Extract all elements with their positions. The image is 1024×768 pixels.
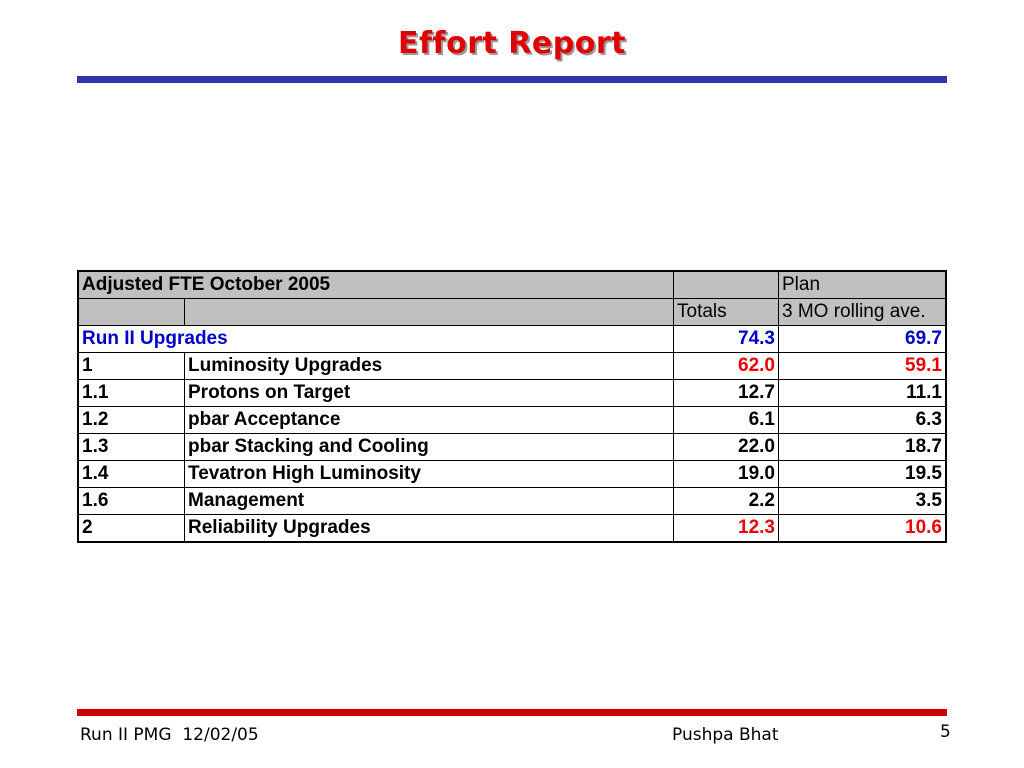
empty-header-cell	[78, 299, 185, 326]
table-row	[78, 353, 946, 380]
table-row	[78, 380, 946, 407]
row-id: 1.4	[78, 461, 185, 488]
plan-header-cell: Plan	[779, 271, 947, 299]
page-number: 5	[940, 722, 951, 742]
row-rolling: 19.5	[779, 461, 947, 488]
header-row-1	[78, 271, 946, 299]
table-row	[78, 407, 946, 434]
rolling-header-cell: 3 MO rolling ave.	[779, 299, 947, 326]
table-row	[78, 434, 946, 461]
row-totals: 12.3	[674, 515, 779, 543]
row-name: Protons on Target	[185, 380, 674, 407]
row-rolling: 3.5	[779, 488, 947, 515]
slide-title: Effort Report	[398, 26, 626, 61]
row-id: 1.1	[78, 380, 185, 407]
table-row	[78, 461, 946, 488]
totals-header-cell: Totals	[674, 299, 779, 326]
row-totals: 2.2	[674, 488, 779, 515]
table-title-cell: Adjusted FTE October 2005	[78, 271, 674, 299]
footer-author: Pushpa Bhat	[672, 725, 779, 745]
row-rolling: 18.7	[779, 434, 947, 461]
empty-header-cell	[674, 271, 779, 299]
row-name: Tevatron High Luminosity	[185, 461, 674, 488]
row-totals: 62.0	[674, 353, 779, 380]
footer-divider	[77, 709, 947, 716]
row-id: 1	[78, 353, 185, 380]
row-id: 1.6	[78, 488, 185, 515]
table-row	[78, 515, 946, 543]
row-totals: 12.7	[674, 380, 779, 407]
row-id: 1.2	[78, 407, 185, 434]
summary-row	[78, 326, 946, 353]
row-rolling: 11.1	[779, 380, 947, 407]
table-row	[78, 488, 946, 515]
header-row-2	[78, 299, 946, 326]
row-totals: 22.0	[674, 434, 779, 461]
row-name: Reliability Upgrades	[185, 515, 674, 543]
row-rolling: 59.1	[779, 353, 947, 380]
row-rolling: 6.3	[779, 407, 947, 434]
row-rolling: 10.6	[779, 515, 947, 543]
row-totals: 19.0	[674, 461, 779, 488]
row-name: pbar Stacking and Cooling	[185, 434, 674, 461]
effort-table	[77, 270, 947, 543]
empty-header-cell	[185, 299, 674, 326]
footer-meeting-date: Run II PMG 12/02/05	[80, 725, 259, 745]
summary-rolling: 69.7	[779, 326, 947, 353]
row-name: pbar Acceptance	[185, 407, 674, 434]
row-id: 1.3	[78, 434, 185, 461]
title-divider	[77, 76, 947, 83]
row-totals: 6.1	[674, 407, 779, 434]
row-id: 2	[78, 515, 185, 543]
row-name: Management	[185, 488, 674, 515]
summary-label: Run II Upgrades	[78, 326, 674, 353]
row-name: Luminosity Upgrades	[185, 353, 674, 380]
summary-totals: 74.3	[674, 326, 779, 353]
